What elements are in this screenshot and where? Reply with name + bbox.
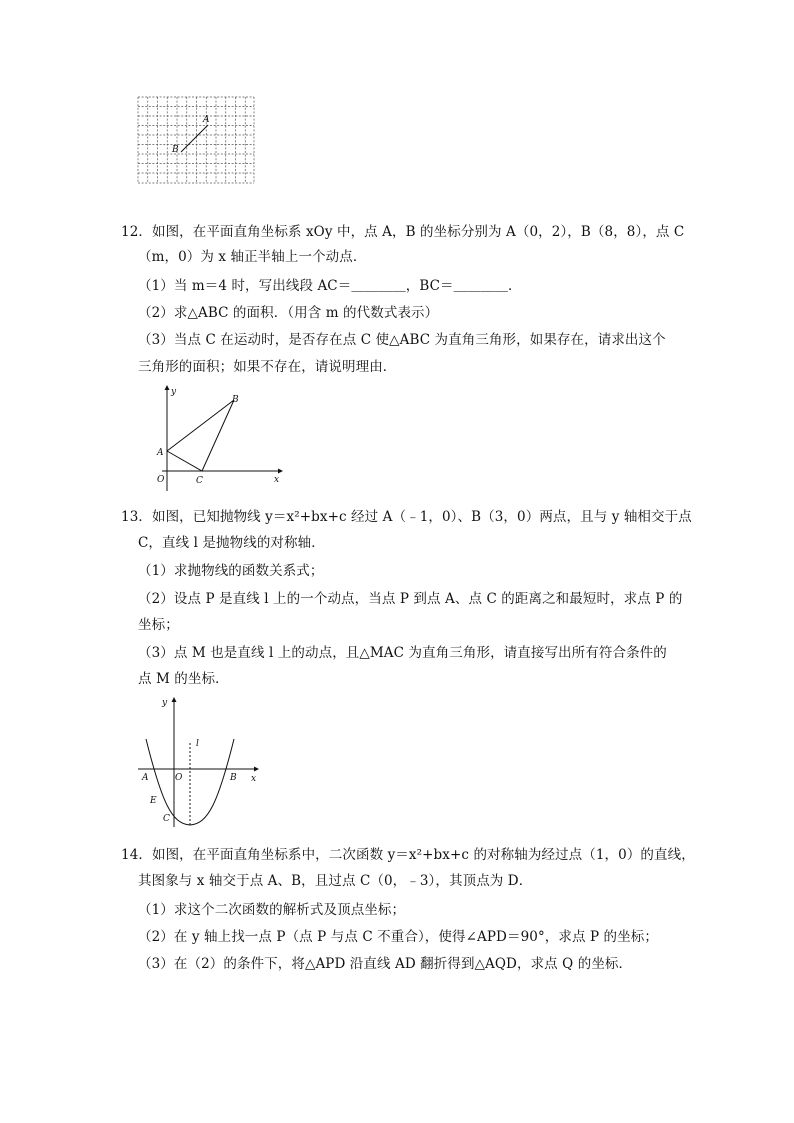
y-axis-arrow bbox=[172, 697, 177, 702]
label-b: B bbox=[172, 145, 179, 155]
y-axis-label: y bbox=[171, 387, 177, 397]
grid-lines bbox=[138, 97, 254, 183]
point-a-label: A bbox=[142, 773, 149, 783]
q12-part3-line1: （3）当点 C 在运动时，是否存在点 C 使△ABC 为直角三角形，如果存在，请求出这个 bbox=[138, 332, 666, 348]
q13-part2-line2: 坐标； bbox=[138, 617, 179, 633]
q14-part1: （1）求这个二次函数的解析式及顶点坐标； bbox=[138, 902, 406, 918]
q12-line1: 12．如图，在平面直角坐标系 xOy 中，点 A，B 的坐标分别为 A（0，2），B（8，8），点 C bbox=[121, 224, 685, 240]
q14-part3: （3）在（2）的条件下，将△APD 沿直线 AD 翻折得到△AQD，求点 Q 的坐标． bbox=[138, 956, 633, 972]
q13-part3-line2: 点 M 的坐标． bbox=[138, 671, 229, 687]
point-e-label: E bbox=[150, 796, 157, 806]
q12-part3-line2: 三角形的面积；如果不存在，请说明理由． bbox=[138, 359, 397, 375]
grid-figure bbox=[137, 96, 255, 184]
label-a: A bbox=[203, 115, 210, 125]
line-l-label: l bbox=[196, 739, 199, 749]
q12-line2: （m，0）为 x 轴正半轴上一个动点． bbox=[138, 249, 367, 265]
x-axis-arrow bbox=[278, 469, 283, 474]
q12-part1: （1）当 m＝4 时，写出线段 AC＝＿＿＿＿，BC＝＿＿＿＿． bbox=[138, 278, 522, 294]
q13-part2-line1: （2）设点 P 是直线 l 上的一个动点，当点 P 到点 A、点 C 的距离之和最短时，求点 P 的 bbox=[138, 591, 683, 607]
x-axis-label: x bbox=[251, 774, 257, 784]
point-b-label: B bbox=[230, 773, 237, 783]
y-axis-label: y bbox=[162, 698, 168, 708]
q12-part2: （2）求△ABC 的面积．（用含 m 的代数式表示） bbox=[138, 305, 439, 321]
y-axis-arrow bbox=[165, 385, 170, 390]
segment-ab bbox=[181, 125, 208, 152]
origin-label: O bbox=[157, 475, 165, 485]
q14-line2: 其图象与 x 轴交于点 A、B，且过点 C（0，﹣3），其顶点为 D． bbox=[138, 873, 533, 889]
x-axis-label: x bbox=[274, 475, 280, 485]
q14-line1: 14．如图，在平面直角坐标系中，二次函数 y＝x²+bx+c 的对称轴为经过点（1，0）的直线， bbox=[121, 847, 695, 863]
point-a-label: A bbox=[157, 448, 164, 458]
x-axis-arrow bbox=[254, 767, 259, 772]
q13-part3-line1: （3）点 M 也是直线 l 上的动点，且△MAC 为直角三角形，请直接写出所有符合条件的 bbox=[138, 645, 667, 661]
q13-line2: C，直线 l 是抛物线的对称轴． bbox=[138, 535, 325, 551]
point-c-label: C bbox=[196, 476, 203, 486]
triangle-abc-figure bbox=[150, 383, 285, 498]
parabola-figure bbox=[134, 693, 264, 830]
q13-part1: （1）求抛物线的函数关系式； bbox=[138, 563, 324, 579]
q13-line1: 13．如图，已知抛物线 y＝x²+bx+c 经过 A（﹣1，0）、B（3，0）两点，且与 y 轴相交于点 bbox=[121, 509, 692, 525]
point-c-label: C bbox=[163, 814, 170, 824]
point-b-label: B bbox=[232, 395, 239, 405]
origin-label: O bbox=[175, 773, 183, 783]
q14-part2: （2）在 y 轴上找一点 P（点 P 与点 C 不重合），使得∠APD＝90°，求点 P 的坐标； bbox=[138, 929, 658, 945]
triangle-abc bbox=[167, 400, 234, 471]
